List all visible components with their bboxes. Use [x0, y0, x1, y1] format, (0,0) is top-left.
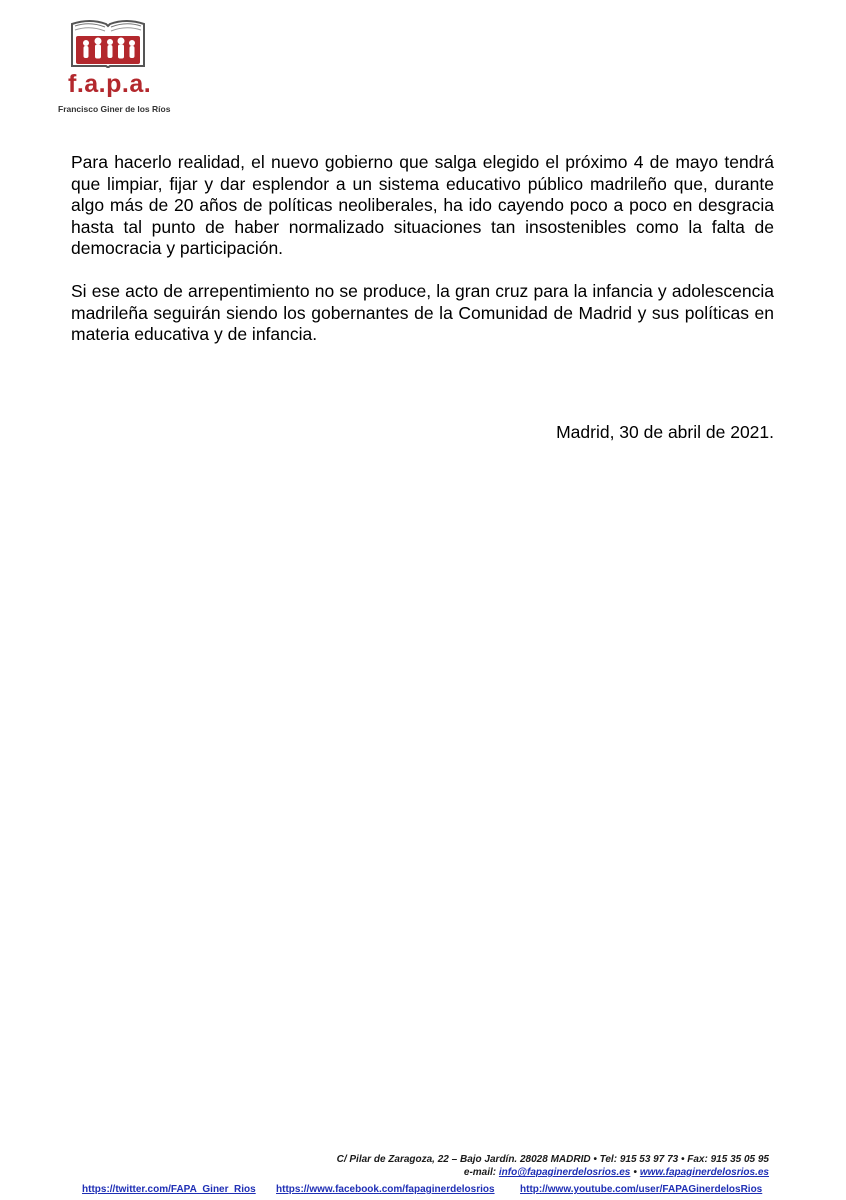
paragraph-1: Para hacerlo realidad, el nuevo gobierno que salga elegido el próximo 4 de mayo tendrá que limpiar, fijar y dar esplendor a un sistema educativo público madrileño que, durante algo más de 20 años de políticas neoliberales, ha ido cayendo poco a poco en desgracia hasta tal punto de haber normalizado situaciones tan insostenibles como la falta de democracia y participación.	[71, 152, 774, 258]
footer-separator: •	[633, 1167, 637, 1178]
document-body	[71, 152, 774, 346]
paragraph-2: Si ese acto de arrepentimiento no se produce, la gran cruz para la infancia y adolescencia madrileña seguirán siendo los gobernantes de la Comunidad de Madrid y sus políticas en materia educativa y de infancia.	[71, 281, 774, 344]
email-label: e-mail:	[463, 1167, 499, 1178]
website-link[interactable]: www.fapaginerdelosrios.es	[639, 1167, 769, 1178]
footer-contact	[464, 1167, 769, 1178]
logo-subtitle: Francisco Giner de los Ríos	[58, 104, 171, 114]
signoff-date: Madrid, 30 de abril de 2021.	[556, 422, 774, 442]
fapa-logo	[58, 14, 171, 114]
logo-wordmark: f.a.p.a.	[68, 70, 152, 98]
facebook-link[interactable]: https://www.facebook.com/fapaginerdelosrios	[276, 1184, 495, 1195]
footer-address: C/ Pilar de Zaragoza, 22 – Bajo Jardín. 28028 MADRID • Tel: 915 53 97 73 • Fax: 915 35 05 95	[336, 1154, 769, 1165]
twitter-link[interactable]: https://twitter.com/FAPA_Giner_Rios	[82, 1184, 256, 1195]
fapa-emblem-icon	[68, 14, 148, 72]
youtube-link[interactable]: http://www.youtube.com/user/FAPAGinerdelosRios	[520, 1184, 763, 1195]
email-link[interactable]: info@fapaginerdelosrios.es	[498, 1167, 631, 1178]
